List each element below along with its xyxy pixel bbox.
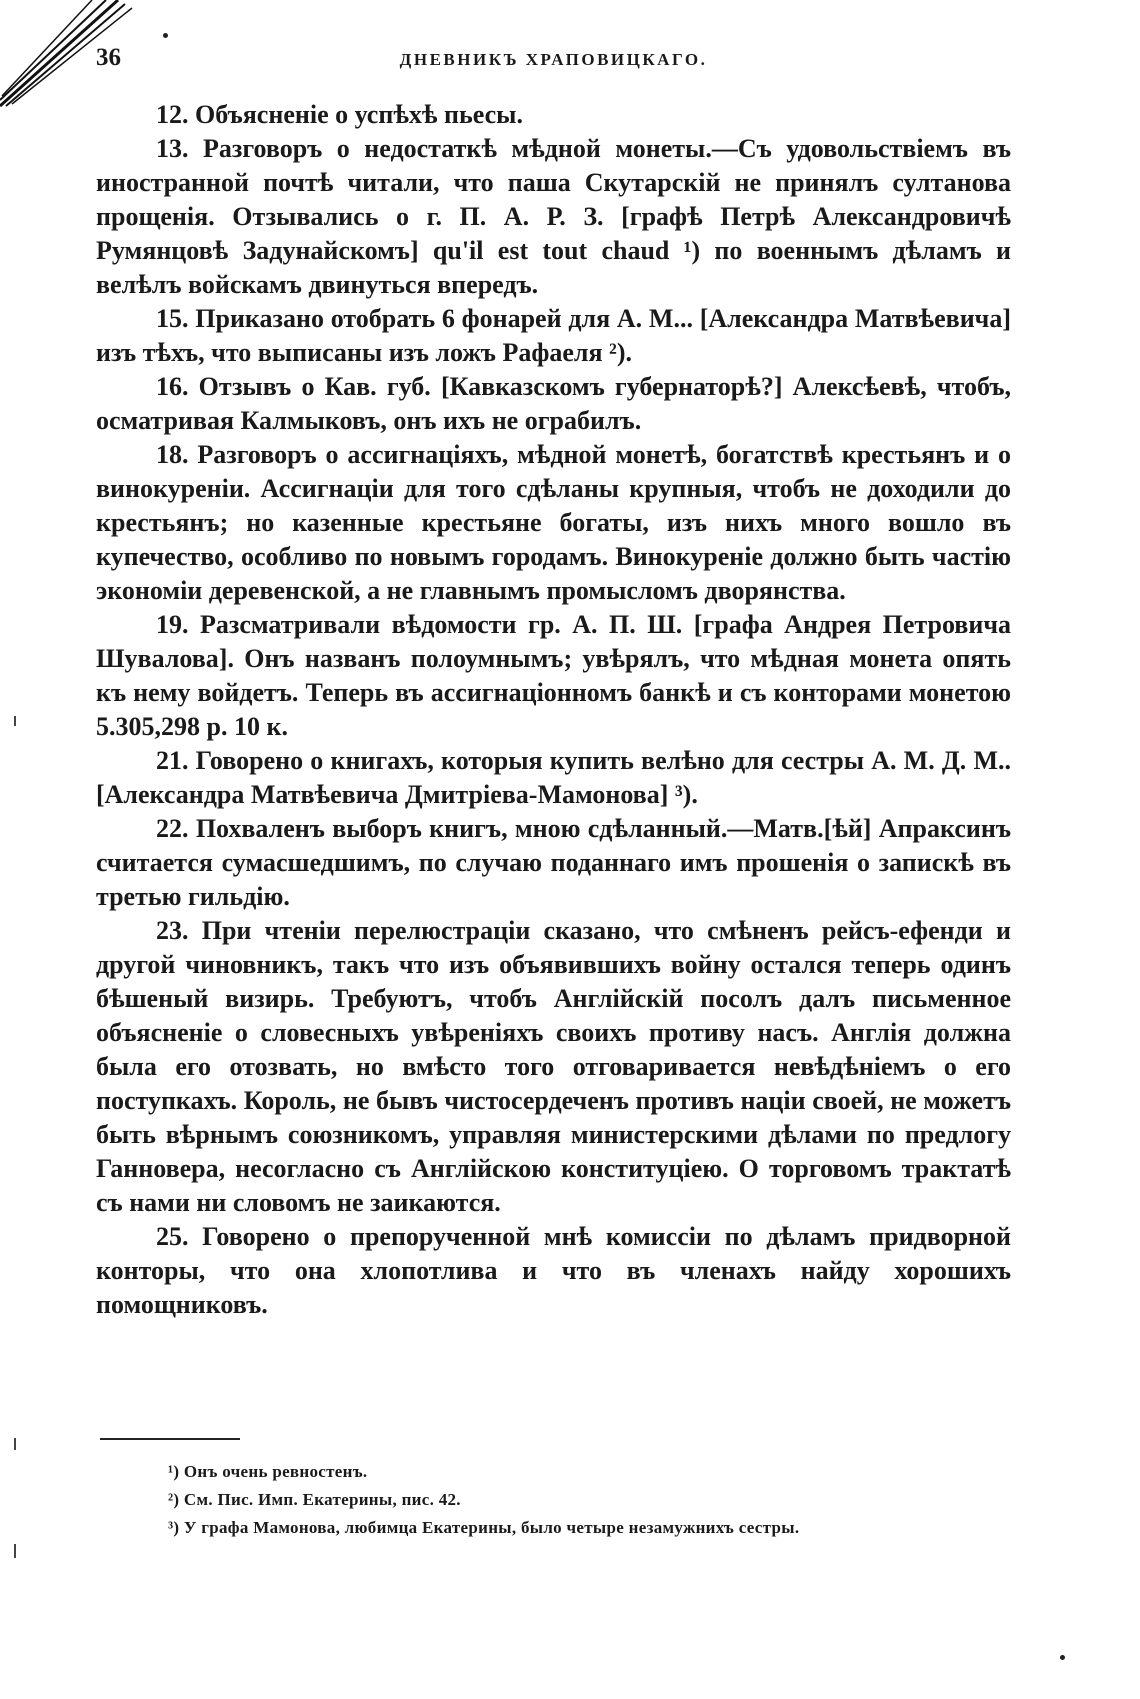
footnote: ¹) Онъ очень ревностенъ.: [168, 1462, 368, 1481]
diary-entry: 19. Разсматривали вѣдомости гр. А. П. Ш. [графа Андрея Петровича Шувалова]. Онъ названъ полоумнымъ; увѣрялъ, что мѣдная монета опять къ нему войдетъ. Теперь въ ассигнаціонномъ банкѣ и съ конторами монетою 5.305,298 р. 10 к.: [96, 610, 1011, 741]
footnote-divider: [100, 1438, 240, 1440]
ink-speck: [1060, 1655, 1065, 1660]
ink-speck: [163, 33, 168, 38]
page-header: [96, 44, 1011, 84]
margin-mark: [14, 1544, 16, 1558]
diary-entry: 13. Разговоръ о недостаткѣ мѣдной монеты.—Съ удовольствіемъ въ иностранной почтѣ читали, что паша Скутарскій не принялъ султанова прощенія. Отзывались о г. П. А. Р. З. [графѣ Петрѣ Александровичѣ Румянцовѣ Задунайскомъ] qu'il est tout chaud ¹) по военнымъ дѣламъ и велѣлъ войскамъ двинуться впередъ.: [96, 134, 1011, 299]
running-title: ДНЕВНИКЪ ХРАПОВИЦКАГО.: [399, 50, 708, 69]
diary-entry: 18. Разговоръ о ассигнаціяхъ, мѣдной монетѣ, богатствѣ крестьянъ и о винокуреніи. Ассигнаціи для того сдѣланы крупныя, чтобъ не доходили до крестьянъ; но казенные крестьяне богаты, изъ нихъ много вошло въ купечество, особливо по новымъ городамъ. Винокуреніе должно быть частію экономіи деревенской, а не главнымъ промысломъ дворянства.: [96, 440, 1011, 605]
diary-entry: 16. Отзывъ о Кав. губ. [Кавказскомъ губернаторѣ?] Алексѣевѣ, чтобъ, осматривая Калмыковъ, онъ ихъ не ограбилъ.: [96, 372, 1011, 435]
page-number: 36: [96, 44, 121, 71]
diary-entry: 23. При чтеніи перелюстраціи сказано, что смѣненъ рейсъ-ефенди и другой чиновникъ, такъ что изъ объявившихъ войну остался теперь одинъ бѣшеный визирь. Требуютъ, чтобъ Англійскій посолъ далъ письменное объясненіе о словесныхъ увѣреніяхъ своихъ противу насъ. Англія должна была его отозвать, но вмѣсто того отговаривается невѣдѣніемъ о его поступкахъ. Король, не бывъ чистосердеченъ противъ націи своей, не можетъ быть вѣрнымъ союзникомъ, управляя министерскими дѣлами по предлогу Ганновера, несогласно съ Англійскою конституціею. О торговомъ трактатѣ съ нами ни словомъ не заикаются.: [96, 916, 1011, 1217]
diary-entry: 21. Говорено о книгахъ, которыя купить велѣно для сестры А. М. Д. М.. [Александра Матвѣевича Дмитріева-Мамонова] ³).: [96, 746, 1011, 809]
margin-mark: [14, 1438, 16, 1450]
footnote: ²) См. Пис. Имп. Екатерины, пис. 42.: [168, 1490, 461, 1509]
diary-entry: 25. Говорено о препорученной мнѣ комиссіи по дѣламъ придворной конторы, что она хлопотлива и что въ членахъ найду хорошихъ помощниковъ.: [96, 1222, 1011, 1319]
footnotes: [168, 1458, 1008, 1542]
body-text: [96, 98, 1011, 1322]
diary-entry: 15. Приказано отобрать 6 фонарей для А. М... [Александра Матвѣевича] изъ тѣхъ, что выписаны изъ ложъ Рафаеля ²).: [96, 304, 1011, 367]
diary-entry: 22. Похваленъ выборъ книгъ, мною сдѣланный.—Матв.[ѣй] Апраксинъ считается сумасшедшимъ, по случаю поданнаго имъ прошенія о запискѣ въ третью гильдію.: [96, 814, 1011, 911]
diary-entry: 12. Объясненіе о успѣхѣ пьесы.: [156, 100, 523, 129]
margin-mark: [14, 716, 16, 726]
footnote: ³) У графа Мамонова, любимца Екатерины, было четыре незамужнихъ сестры.: [168, 1518, 800, 1537]
